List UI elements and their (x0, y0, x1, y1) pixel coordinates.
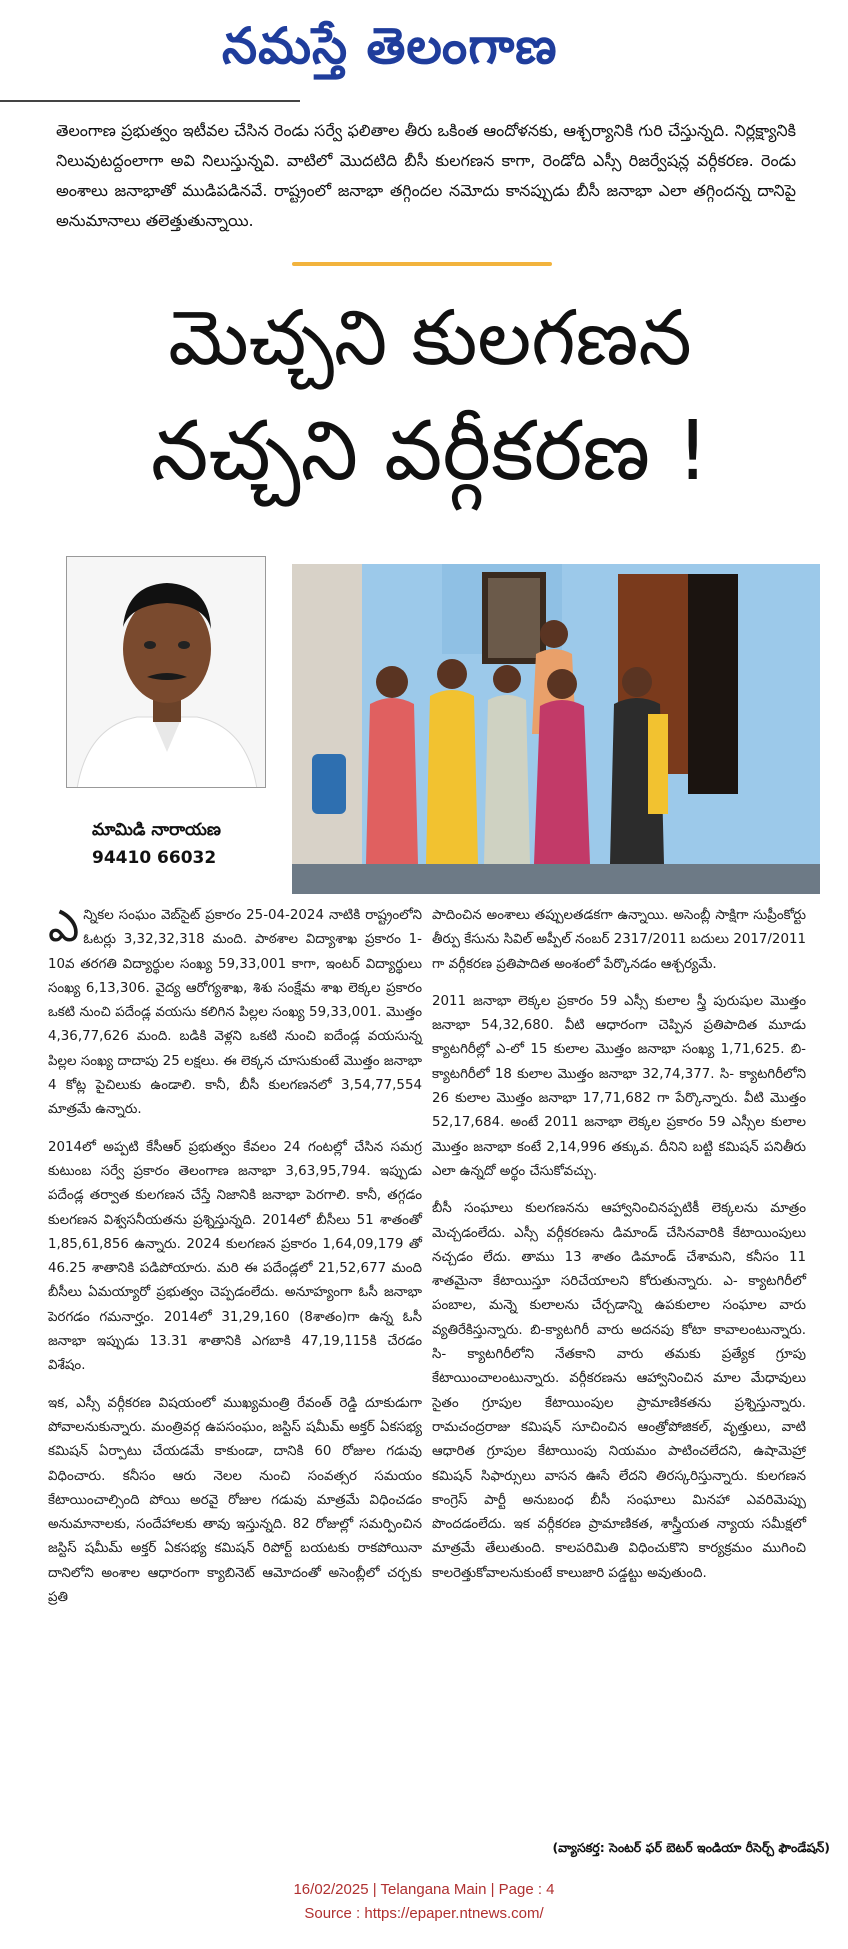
article-headline (60, 282, 800, 510)
author-photo (66, 556, 266, 788)
author-byline: (వ్యాసకర్త: సెంటర్ ఫర్ బెటర్ ఇండియా రీసెర్చ్ ఫౌండేషన్) (552, 1840, 830, 1855)
intro-divider (292, 262, 552, 266)
article-paragraph: బీసీ సంఘాలు కులగణనను ఆహ్వానించినప్పటికీ లెక్కలను మాత్రం మెచ్చడంలేదు. ఎస్సీ వర్గీకరణను డిమాండ్ చేసినవారికి కేటాయింపులు నచ్చడం లేదు. తాము 13 శాతం డిమాండ్ చేశామని, కనీసం 11 శాతమైనా కేటాయిస్తూ సరిచేయాలని కోరుతున్నారు. ఎ- క్యాటగిరీలో పంబాల, మన్నె కులాలను చేర్చడాన్ని ఉపకులాల సంఘాల వారు వ్యతిరేకిస్తున్నారు. బి-క్యాటగిరీ వారు అదనపు కోటా కావాలంటున్నారు. సి- క్యాటగిరీలోని నేతకాని వారు తమకు ప్రత్యేక గ్రూపు కేటాయించాలంటున్నారు. వర్గీకరణను ఆహ్వానించిన మాల మేధావులు సైతం గ్రూపుల కేటాయింపుల ప్రామాణికతను ప్రశ్నిస్తున్నారు. రామచంద్రరాజు కమిషన్ సూచించిన ఆంత్రోపోజికల్, వృత్తులు, వాటి ఆధారిత గ్రూపుల కేటాయింపు నియమం పాటించలేదని, ఉషామెహ్రా కమిషన్ సిఫార్సులు వాసన ఊసే లేదని తిరస్కరిస్తున్నారు. కులగణన కాంగ్రెస్ పార్టీ అనుబంధ బీసీ సంఘాలు మినహా ఎవరిమెప్పు పొందడంలేదు. ఇక వర్గీకరణ ప్రామాణికత, శాస్త్రీయత న్యాయ సమీక్షలో మాత్రమే తేలుతుంది. కాలపరిమితి విధించుకొని కార్యక్రమం ముగించి కాలరెత్తుకోవాలనుకుంటే కాలుజారి పడ్డట్టు అవుతుంది. (432, 1201, 806, 1581)
headline-line-1: మెచ్చని కులగణన (168, 293, 692, 382)
author-portrait-icon (67, 557, 266, 788)
article-paragraph: ఇక, ఎస్సీ వర్గీకరణ విషయంలో ముఖ్యమంత్రి రేవంత్ రెడ్డి దూకుడుగా పోవాలనుకున్నారు. మంత్రివర్గ ఉపసంఘం, జస్టిస్ షమీమ్ అక్తర్ ఏకసభ్య కమిషన్ ఏర్పాటు చేయడమే కాకుండా, దానికి 60 రోజుల గడువు విధించారు. కనీసం ఆరు నెలల నుంచి సంవత్సర సమయం కేటాయించాల్సింది పోయి అరవై రోజుల గడువు మాత్రమే విధించడం అనుమానాలకు, సందేహాలకు తావు ఇస్తున్నది. 82 రోజుల్లో సమర్పించిన జస్టిస్ షమీమ్ అక్తర్ ఏకసభ్య కమిషన్ రిపోర్ట్ బయటకు రాకపోయినా దానిలోని అంశాల ఆధారంగా క్యాబినెట్ ఆమోదంతో అసెంబ్లీలో చర్చకు ప్రతి (48, 1395, 422, 1606)
headline-line-2: నచ్చని వర్గీకరణ ! (150, 404, 710, 499)
author-name: మామిడి నారాయణ (92, 820, 221, 840)
article-paragraph: పాదించిన అంశాలు తప్పులతడకగా ఉన్నాయి. అసెంబ్లీ సాక్షిగా సుప్రీంకోర్టు తీర్పు కేసును సివిల్ అప్పీల్ నంబర్ 2317/2011 బదులు 2017/2011 గా వర్గీకరణ ప్రతిపాదిత అంశంలో పేర్కొనడం ఆశ్చర్యమే. (432, 908, 806, 972)
article-paragraph: 2014లో అప్పటి కేసీఆర్ ప్రభుత్వం కేవలం 24 గంటల్లో చేసిన సమగ్ర కుటుంబ సర్వే ప్రకారం తెలంగాణ జనాభా 3,63,95,794. ఇప్పుడు పదేండ్ల తర్వాత కులగణన చేస్తే నిజానికి జనాభా పెరగాలి. కానీ, తగ్గడం కులగణన విశ్వసనీయతను ప్రశ్నిస్తున్నది. 2014లో బీసీలు 51 శాతంతో 1,85,61,856 ఉన్నారు. 2024 కులగణన ప్రకారం 1,64,09,179 తో 46.25 శాతానికి పడిపోయారు. మరి ఈ పదేండ్లలో 21,52,677 మంది బీసీలు ఏమయ్యారో ప్రభుత్వం చెప్పడంలేదు. అనూహ్యంగా ఓసీ జనాభా పెరగడం గమనార్హం. 2014లో 31,29,160 (8శాతం)గా ఉన్న ఓసీ జనాభా ఇప్పుడు 13.31 శాతానికి ఎగబాకి 47,19,115కి చేరడం విశేషం. (48, 1139, 422, 1374)
lead-photo (292, 564, 820, 894)
survey-workers-photo-icon (292, 564, 820, 894)
article-intro: తెలంగాణ ప్రభుత్వం ఇటీవల చేసిన రెండు సర్వే ఫలితాల తీరు ఒకింత ఆందోళనకు, ఆశ్చర్యానికి గురి చేస్తున్నది. నిర్లక్ష్యానికి నిలువుటద్దంలాగా అవి నిలుస్తున్నవి. వాటిలో మొదటిది బీసీ కులగణన కాగా, రెండోది ఎస్సీ రిజర్వేషన్ల వర్గీకరణ. రెండు అంశాలు జనాభాతో ముడిపడినవే. రాష్ట్రంలో జనాభా తగ్గిందల నమోదు కానప్పుడు బీసీ జనాభా ఎలా తగ్గిందన్న దానిపై అనుమానాలు తలెత్తుతున్నాయి. (56, 121, 796, 230)
article-column-right (432, 904, 806, 1599)
article-paragraph: 2011 జనాభా లెక్కల ప్రకారం 59 ఎస్సీ కులాల స్త్రీ పురుషుల మొత్తం జనాభా 54,32,680. వీటి ఆధారంగా చెప్పిన ప్రతిపాదిత మూడు క్యాటగిరీల్లో ఎ-లో 15 కులాల మొత్తం జనాభా సంఖ్య 1,71,625. బి-క్యాటగిరీలో 18 కులాల మొత్తం జనాభా 32,74,377. సి- క్యాటగిరీలోని 26 కులాల మొత్తం జనాభా 17,71,682 గా పేర్కొన్నారు. వీటి మొత్తం 52,17,684. అంటే 2011 జనాభా లెక్కల ప్రకారం 59 ఎస్సీల కులాల మొత్తం జనాభా కంటే 2,14,996 తక్కువ. దీనిని బట్టి కమిషన్ పనితీరు ఎలా ఉన్నదో అర్థం చేసుకోవచ్చు. (432, 993, 806, 1179)
masthead (0, 0, 848, 104)
article-paragraph: ఎన్నికల సంఘం వెబ్‌సైట్ ప్రకారం 25-04-2024 నాటికి రాష్ట్రంలోని ఓటర్లు 3,32,32,318 మంది. పాఠశాల విద్యాశాఖ ప్రకారం 1-10వ తరగతి విద్యార్థుల సంఖ్య 59,33,001 కాగా, ఇంటర్ విద్యార్థులు సంఖ్య 6,13,306. వైద్య ఆరోగ్యశాఖ, శిశు సంక్షేమ శాఖ లెక్కల ప్రకారం ఒకటి నుంచి పదేండ్ల వయసు కలిగిన పిల్లల సంఖ్య 59,33,001. మొత్తం 4,36,77,626 మంది. బడికి వెళ్లని ఒకటి నుంచి ఐదేండ్ల వయసున్న పిల్లల సంఖ్య దాదాపు 25 లక్షలు. ఈ లెక్కన చూసుకుంటే మొత్తం జనాభా 4 కోట్ల పైచిలుకు ఉండాలి. కానీ, బీసీ కులగణనలో 3,54,77,554 మాత్రమే ఉన్నారు. (48, 901, 422, 1118)
masthead-divider (0, 100, 300, 102)
author-phone: 94410 66032 (92, 848, 217, 868)
newspaper-logo-title: నమస్తే తెలంగాణ (222, 17, 558, 75)
article-column-left (48, 901, 422, 1623)
footer-source-link[interactable]: Source : https://epaper.ntnews.com/ (304, 1905, 544, 1922)
footer-date-line: 16/02/2025 | Telangana Main | Page : 4 (293, 1881, 555, 1898)
page-footer (0, 1878, 848, 1926)
